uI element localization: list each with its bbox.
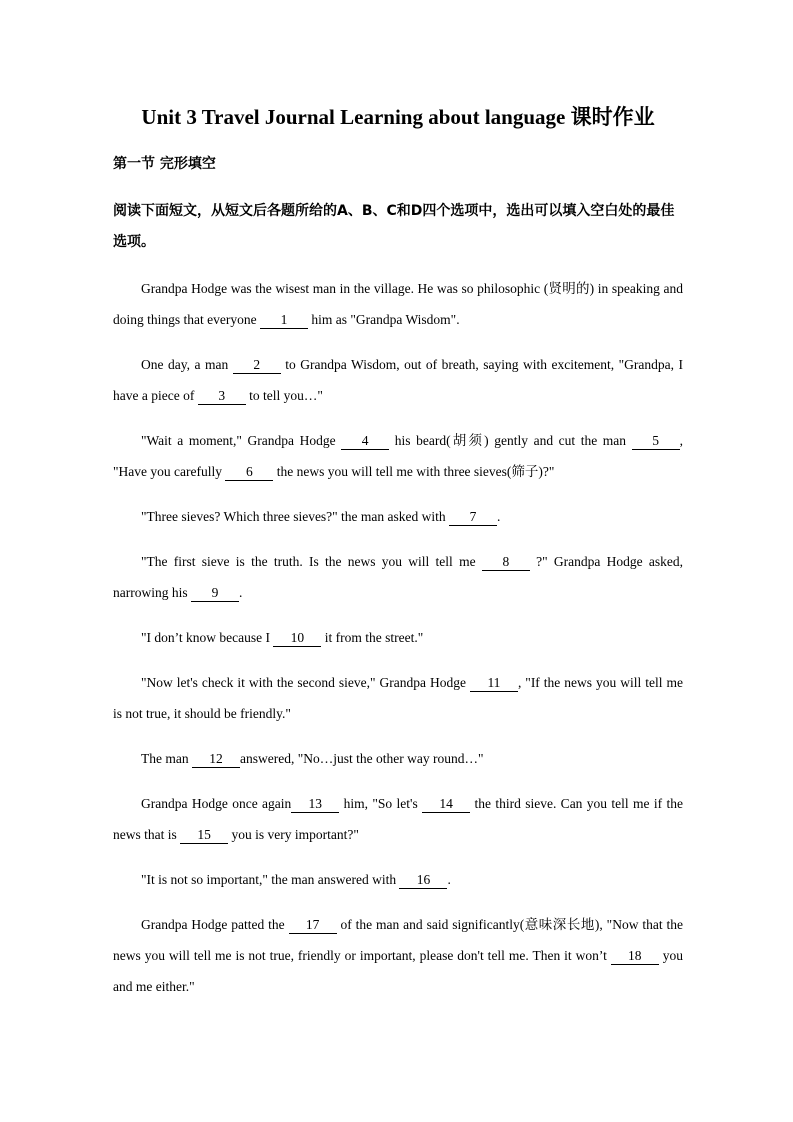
blank-5: 5 xyxy=(632,433,680,450)
section-heading: 第一节 完形填空 xyxy=(113,156,216,172)
paragraph-text: you and me either." xyxy=(113,948,683,994)
paragraph-text: The man xyxy=(141,751,192,766)
paragraph-text: "It is not so important," the man answered with xyxy=(141,872,400,887)
paragraph-text: to tell you…" xyxy=(245,388,323,403)
blank-6: 6 xyxy=(225,464,273,481)
paragraph-text: his beard(胡须) gently and cut the man xyxy=(389,433,632,448)
blank-12: 12 xyxy=(192,751,240,768)
passage-paragraph xyxy=(113,273,683,335)
blank-10: 10 xyxy=(273,630,321,647)
paragraph-text: , "Have you carefully xyxy=(113,433,683,479)
paragraph-text: of the man and said significantly(意味深长地), "Now that the news you will tell me is not true, friendly or important, please don't tell me. Then it won’t xyxy=(113,917,683,963)
blank-7: 7 xyxy=(449,509,497,526)
blank-1: 1 xyxy=(260,312,308,329)
paragraph-text: ?" Grandpa Hodge asked, narrowing his xyxy=(113,554,684,600)
passage-paragraph xyxy=(113,501,683,532)
instructions: 阅读下面短文，从短文后各题所给的A、B、C和D四个选项中，选出可以填入空白处的最佳选项。 xyxy=(113,203,675,250)
paragraph-text: "Now let's check it with the second sieve," Grandpa Hodge xyxy=(141,675,470,690)
document-page xyxy=(113,100,683,1016)
paragraph-text: "Three sieves? Which three sieves?" the man asked with xyxy=(141,509,450,524)
blank-4: 4 xyxy=(341,433,389,450)
paragraph-text: . xyxy=(239,585,243,600)
blank-13: 13 xyxy=(291,796,339,813)
paragraph-text: him as "Grandpa Wisdom". xyxy=(307,312,460,327)
passage-paragraph xyxy=(113,425,683,487)
paragraph-text: "I don’t know because I xyxy=(141,630,274,645)
blank-14: 14 xyxy=(422,796,470,813)
paragraph-text: One day, a man xyxy=(141,357,233,372)
blank-16: 16 xyxy=(399,872,447,889)
blank-2: 2 xyxy=(233,357,281,374)
paragraph-text: answered, "No…just the other way round…" xyxy=(239,751,484,766)
paragraph-text: the news you will tell me with three sieves(筛子)?" xyxy=(273,464,555,479)
blank-11: 11 xyxy=(470,675,518,692)
blank-9: 9 xyxy=(191,585,239,602)
blank-8: 8 xyxy=(482,554,530,571)
passage-paragraph xyxy=(113,546,683,608)
paragraph-text: "The first sieve is the truth. Is the news you will tell me xyxy=(141,554,482,569)
paragraph-text: to Grandpa Wisdom, out of breath, saying with excitement, "Grandpa, I have a piece of xyxy=(113,357,684,403)
blank-15: 15 xyxy=(180,827,228,844)
paragraph-text: the third sieve. Can you tell me if the news that is xyxy=(113,796,683,842)
passage-paragraph xyxy=(113,909,683,1002)
paragraph-text: "Wait a moment," Grandpa Hodge xyxy=(141,433,342,448)
blank-17: 17 xyxy=(289,917,337,934)
passage-paragraph xyxy=(113,349,683,411)
paragraph-text: . xyxy=(497,509,501,524)
paragraph-text: it from the street." xyxy=(321,630,424,645)
passage-paragraph xyxy=(113,667,683,729)
blank-3: 3 xyxy=(198,388,246,405)
paragraph-text: . xyxy=(447,872,451,887)
passage-paragraph xyxy=(113,743,683,774)
passage-paragraph xyxy=(113,622,683,653)
paragraph-text: Grandpa Hodge was the wisest man in the village. He was so philosophic (贤明的) in speaking and doing things that everyone xyxy=(113,281,683,327)
paragraph-text: , "If the news you will tell me is not true, it should be friendly." xyxy=(113,675,683,721)
paragraph-text: Grandpa Hodge patted the xyxy=(141,917,289,932)
paragraph-text: Grandpa Hodge once again xyxy=(141,796,292,811)
paragraph-text: you is very important?" xyxy=(228,827,359,842)
blank-18: 18 xyxy=(611,948,659,965)
page-title: Unit 3 Travel Journal Learning about language 课时作业 xyxy=(141,105,655,129)
passage-paragraph xyxy=(113,788,683,850)
passage-paragraph xyxy=(113,864,683,895)
paragraph-text: him, "So let's xyxy=(339,796,423,811)
